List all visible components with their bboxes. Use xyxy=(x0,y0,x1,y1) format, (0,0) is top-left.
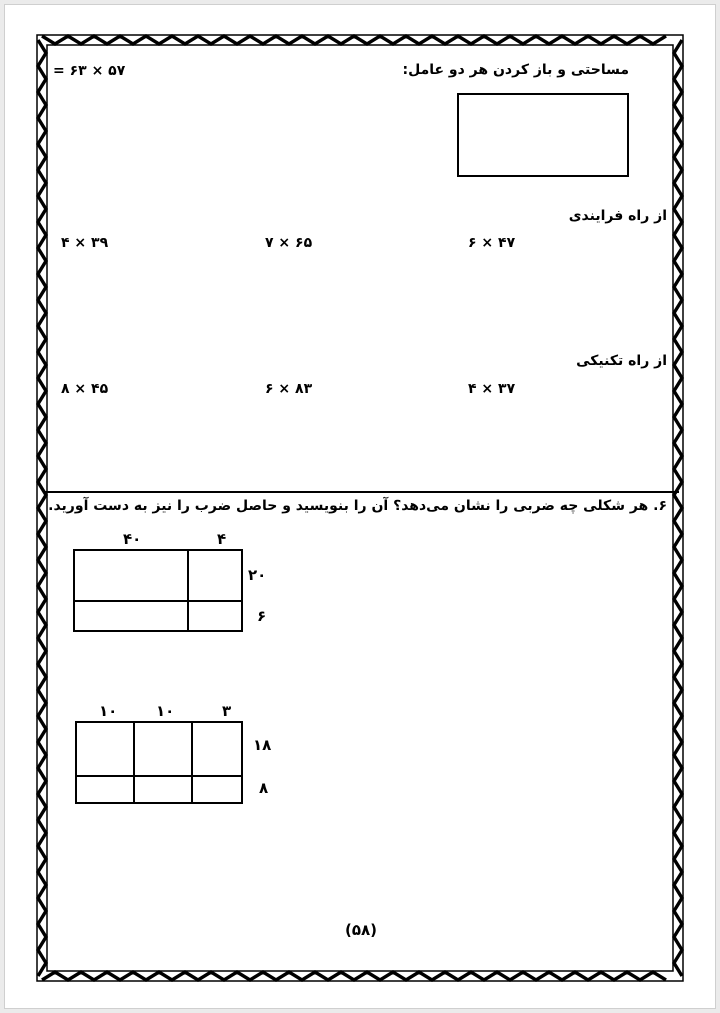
grid-line xyxy=(75,775,243,777)
grid-line xyxy=(133,721,135,804)
process-item: ۷ × ۶۵ xyxy=(265,235,313,251)
grid2-side-label: ۱۸ xyxy=(253,736,272,754)
grid-line xyxy=(73,600,243,602)
grid1-top-label: ۴ xyxy=(217,530,227,548)
border-line xyxy=(42,36,666,44)
grid1-side-label: ۲۰ xyxy=(248,566,267,584)
section-divider xyxy=(45,491,679,493)
grid2-top-label: ۱۰ xyxy=(99,702,118,720)
grid2-side-label: ۸ xyxy=(259,779,269,797)
grid2-top-label: ۳ xyxy=(222,702,232,720)
grid1-top-label: ۴۰ xyxy=(123,530,142,548)
grid2-top-label: ۱۰ xyxy=(156,702,175,720)
area-grid-2 xyxy=(75,721,243,804)
border-line xyxy=(674,40,682,976)
border-line xyxy=(38,40,46,976)
question-6-text: ۶. هر شکلی چه ضربی را نشان می‌دهد؟ آن را بنویسید و حاصل ضرب را نیز به دست آورید. xyxy=(48,498,667,514)
process-item: ۶ × ۴۷ xyxy=(468,235,516,251)
border-line xyxy=(42,972,666,980)
page-number: (۵۸) xyxy=(345,921,378,939)
technical-item: ۶ × ۸۳ xyxy=(265,381,313,397)
process-item: ۴ × ۳۹ xyxy=(61,235,109,251)
grid-line xyxy=(191,721,193,804)
process-method-heading: از راه فرایندی xyxy=(568,208,667,224)
technical-item: ۴ × ۳۷ xyxy=(468,381,516,397)
worksheet-page xyxy=(4,4,716,1009)
grid-line xyxy=(187,549,189,632)
grid1-side-label: ۶ xyxy=(257,607,267,625)
formula-text: = ۶۳ × ۵۷ xyxy=(53,63,126,79)
technical-method-heading: از راه تکنیکی xyxy=(576,353,667,369)
technical-item: ۸ × ۴۵ xyxy=(61,381,109,397)
area-grid-1 xyxy=(73,549,243,632)
answer-box xyxy=(457,93,629,177)
area-method-heading: مساحتی و باز کردن هر دو عامل: xyxy=(402,62,629,78)
